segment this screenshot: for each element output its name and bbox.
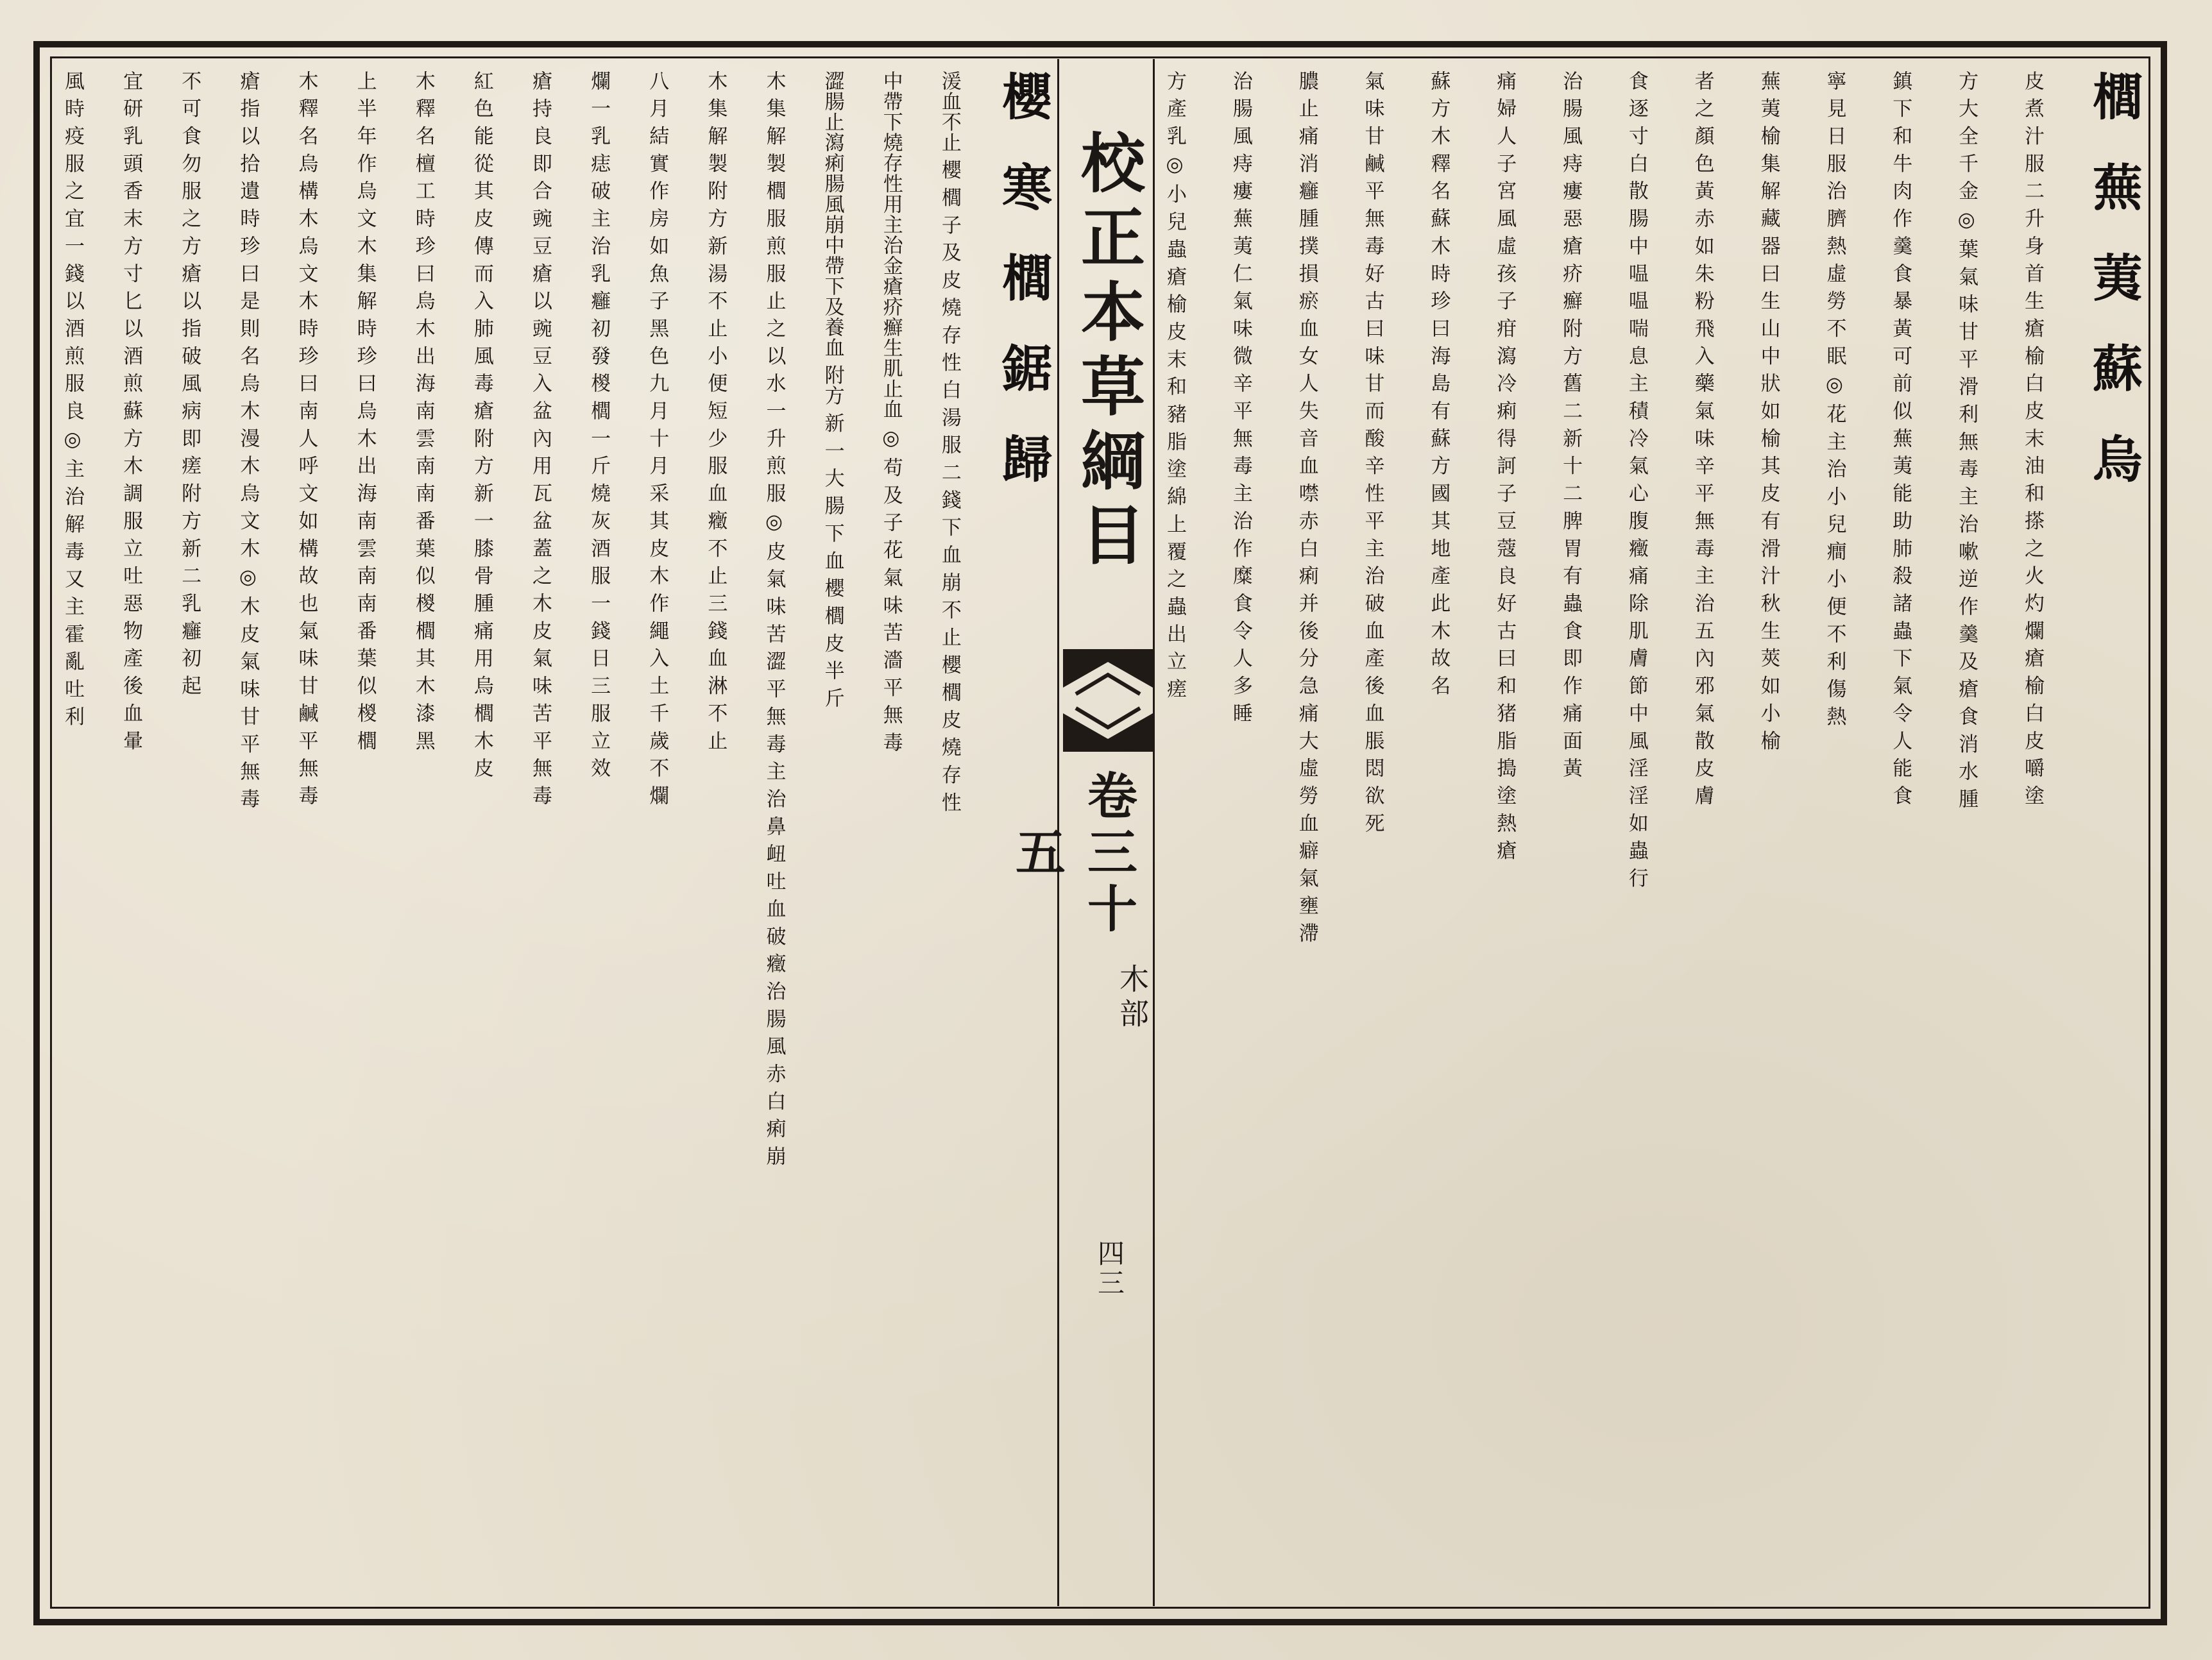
text-column: 方 產 乳 ◎ 小 兒 蟲 瘡 榆 皮 末 和 豬 脂 塗 綿 上 覆 之 蟲 出 立 瘥 [1163,71,1186,699]
text-column: 鎮 下 和 牛 肉 作 羹 食 暴 黃 可 前 似 蕪 荑 能 助 肺 殺 諸 蟲 下 氣 令 人 能 食 [1889,71,1912,806]
text-column: 湲血不止 櫻 櫚 子 及 皮 燒 存 性 白 湯 服 二 錢 下 血 崩 不 止 櫻 櫚 皮 燒 存 性 [937,71,961,813]
text-column: 八 月 結 實 作 房 如 魚 子 黑 色 九 月 十 月 采 其 皮 木 作 繩 入 土 千 歲 不 爛 [645,71,669,806]
text-column: 蕪 荑 榆 集 解 藏 器 曰 生 山 中 狀 如 榆 其 皮 有 滑 汁 秋 生 莢 如 小 榆 [1757,71,1780,751]
text-column: 膿 止 痛 消 癰 腫 撲 損 瘀 血 女 人 失 音 血 噤 赤 白 痢 并 後 分 急 痛 大 虛 勞 血 癖 氣 壅 滯 [1295,71,1318,944]
text-column: 中帶下燒存性用主治金瘡疥癬生肌止血 ◎ 苟 及 子 花 氣 味 苦 濇 平 無 毒 [879,71,903,753]
text-column: 寧 見 日 服 治 臍 熱 虛 勞 不 眠 ◎ 花 主 治 小 兒 癎 小 便 不 利 傷 熱 [1823,71,1846,727]
left-page [53,59,1057,1606]
text-column: 木 釋 名 烏 構 木 烏 文 木 時 珍 曰 南 人 呼 文 如 構 故 也 氣 味 甘 鹹 平 無 毒 [294,71,318,806]
text-column: 宜 研 乳 頭 香 末 方 寸 匕 以 酒 煎 蘇 方 木 調 服 立 吐 惡 物 產 後 血 暈 [119,71,143,751]
left-page-heading-column: 櫻 寒 櫚 鋸 歸 [994,71,1052,495]
text-column: 食 逐 寸 白 散 腸 中 嗢 嗢 喘 息 主 積 冷 氣 心 腹 癥 痛 除 肌 膚 節 中 風 淫 淫 如 蟲 行 [1624,71,1648,888]
book-title: 校正本草綱目 [1070,130,1146,576]
text-column: 方 大 全 千 金 ◎ 葉 氣 味 甘 平 滑 利 無 毒 主 治 嗽 逆 作 羹 及 瘡 食 消 水 腫 [1955,71,1978,809]
text-column: 治 腸 風 痔 瘻 蕪 荑 仁 氣 味 微 辛 平 無 毒 主 治 作 糜 食 令 人 多 睡 [1229,71,1252,724]
text-column: 瘡 持 良 即 合 豌 豆 瘡 以 豌 豆 入 盆 內 用 瓦 盆 蓋 之 木 皮 氣 味 苦 平 無 毒 [529,71,552,806]
fishtail-ornament-icon [1063,649,1153,752]
text-column: 木 集 解 製 櫚 服 煎 服 止 之 以 水 一 升 煎 服 ◎ 皮 氣 味 苦 澀 平 無 毒 主 治 鼻 衄 吐 血 破 癥 治 腸 風 赤 白 痢 崩 [762,71,786,1167]
text-column: 不 可 食 勿 服 之 方 瘡 以 指 破 風 病 即 瘥 附 方 新 二 乳 癰 初 起 [178,71,201,696]
text-column: 痛 婦 人 子 宮 風 虛 孩 子 疳 瀉 冷 痢 得 訶 子 豆 蔻 良 好 古 曰 和 猪 脂 搗 塗 熱 瘡 [1493,71,1517,861]
text-column: 蘇 方 木 釋 名 蘇 木 時 珍 曰 海 島 有 蘇 方 國 其 地 產 此 木 故 名 [1427,71,1451,696]
page-number: 四三 [1094,1239,1125,1298]
text-column: 者 之 顏 色 黃 赤 如 朱 粉 飛 入 藥 氣 味 辛 平 無 毒 主 治 五 內 邪 氣 散 皮 膚 [1690,71,1714,806]
volume-number: 卷三十五 [1007,770,1137,939]
text-column: 氣 味 甘 鹹 平 無 毒 好 古 曰 味 甘 而 酸 辛 性 平 主 治 破 血 產 後 血 脹 悶 欲 死 [1361,71,1384,834]
text-column: 木 釋 名 檀 工 時 珍 曰 烏 木 出 海 南 雲 南 南 番 葉 似 椶 櫚 其 木 漆 黑 [411,71,435,751]
text-column: 木 集 解 製 附 方 新 湯 不 止 小 便 短 少 服 血 癥 不 止 三 錢 血 淋 不 止 [704,71,727,751]
text-column: 治 腸 風 痔 瘻 惡 瘡 疥 癬 附 方 舊 二 新 十 二 脾 胃 有 蟲 食 即 作 痛 面 黃 [1559,71,1583,779]
right-page-heading-column: 櫚 蕪 荑 蘇 烏 [2084,71,2143,495]
right-page [1155,59,2148,1606]
text-column: 風 時 疫 服 之 宜 一 錢 以 酒 煎 服 良 ◎ 主 治 解 毒 又 主 霍 亂 吐 利 [61,71,84,727]
text-column: 上 半 年 作 烏 文 木 集 解 時 珍 曰 烏 木 出 海 南 雲 南 南 番 葉 似 椶 櫚 [353,71,377,751]
text-column: 紅 色 能 從 其 皮 傳 而 入 肺 風 毒 瘡 附 方 新 一 膝 骨 腫 痛 用 烏 櫚 木 皮 [470,71,493,779]
section-label: 木部 [1115,963,1150,1033]
text-column: 皮 煮 汁 服 二 升 身 首 生 瘡 榆 白 皮 末 油 和 搽 之 火 灼 爛 瘡 榆 白 皮 嚼 塗 [2020,71,2044,806]
text-column: 澀腸止瀉痢腸風崩中帶下及養血 附方 新 一 大 腸 下 血 櫻 櫚 皮 半 斤 [821,71,844,709]
text-column: 瘡 指 以 拾 遺 時 珍 曰 是 則 名 烏 木 漫 木 烏 文 木 ◎ 木 皮 氣 味 甘 平 無 毒 [236,71,260,809]
text-column: 爛 一 乳 痣 破 主 治 乳 癰 初 發 椶 櫚 一 斤 燒 灰 酒 服 一 錢 日 三 服 立 效 [587,71,611,779]
